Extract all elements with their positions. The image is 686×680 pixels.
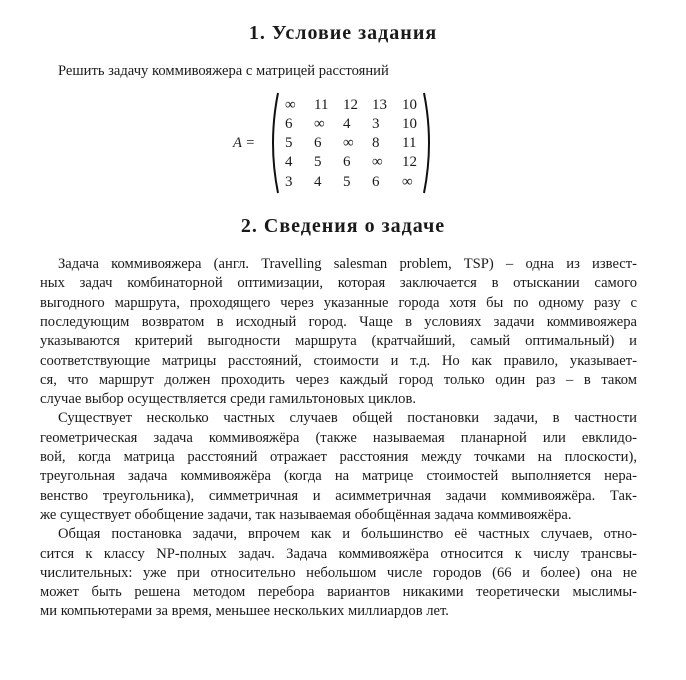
- text-line: геометрическая задача коммивояжёра (также называемая планарной или евклидо-: [40, 429, 637, 446]
- text-line: соответствующие матрицы расстояний, стоимости и т.д. Но как правило, указывает-: [40, 352, 637, 369]
- text-line: указываются критерий выгодности маршрута (кратчайший, самый оптимальный) и: [40, 333, 637, 350]
- matrix-cell: 4: [285, 154, 293, 170]
- matrix-cell: ∞: [402, 174, 413, 190]
- text-line: Задача коммивояжера (англ. Travelling salesman problem, TSP) – одна из извест-: [58, 256, 637, 272]
- matrix-cell: 6: [372, 174, 380, 190]
- text-line: может быть решена методом перебора вариантов никакими теоретически мыслимы-: [40, 584, 637, 601]
- text-line: ся, что маршрут должен проходить через каждый город только один раз – в таком: [40, 371, 637, 388]
- matrix-cell: 4: [343, 116, 351, 132]
- matrix-cell: 11: [314, 97, 329, 113]
- matrix-cell: 10: [402, 97, 417, 113]
- matrix-cell: 11: [402, 135, 417, 151]
- text-line: выгодного маршрута, проходящего через указанные города хотя бы по одному разу с: [40, 294, 637, 311]
- text-line: вой, когда матрица расстояний отражает расстояния между точками на плоскости),: [40, 449, 637, 465]
- text-line: Общая постановка задачи, впрочем как и большинство её частных случаев, отно-: [58, 526, 637, 543]
- section-1-heading: 1. Условие задания: [248, 22, 438, 44]
- task-statement: Решить задачу коммивояжера с матрицей расстояний: [58, 63, 389, 79]
- matrix-cell: 6: [343, 154, 351, 170]
- text-line: сится к классу NP-полных задач. Задача коммивояжёра относится к числу трансвы-: [40, 545, 637, 562]
- section-2-heading: 2. Сведения о задаче: [240, 215, 446, 237]
- left-parenthesis: [266, 92, 280, 194]
- matrix-cell: 5: [343, 174, 351, 190]
- matrix-cell: 3: [285, 174, 293, 190]
- matrix-cell: ∞: [314, 116, 325, 132]
- text-line: Существует несколько частных случаев общей постановки задачи, в частности: [58, 410, 637, 427]
- matrix-cell: 12: [402, 154, 417, 170]
- text-line: треугольная задача коммивояжёра (когда на матрице стоимостей выполняется нера-: [40, 468, 637, 485]
- text-line: ных задач комбинаторной оптимизации, которая заключается в отыскании самого: [40, 275, 637, 292]
- text-line: ми компьютерами за время, меньшее нескольких миллиардов лет.: [40, 603, 449, 620]
- matrix-cell: ∞: [372, 154, 383, 170]
- matrix-cell: 10: [402, 116, 417, 132]
- matrix-cell: 8: [372, 135, 380, 151]
- matrix-cell: 12: [343, 97, 358, 113]
- text-line: числительных: уже при относительно небольшом числе городов (66 и более) она не: [40, 564, 637, 581]
- text-line: же существует обобщение задачи, так называемая обобщённая задача коммивояжёра.: [40, 506, 572, 523]
- text-line: случае выбор осуществляется среди гамильтоновых циклов.: [40, 391, 416, 408]
- matrix-cell: 5: [285, 135, 293, 151]
- matrix-cell: 5: [314, 154, 322, 170]
- text-line: венство треугольника), симметричная и асимметричная задачи коммивояжёра. Так-: [40, 487, 637, 504]
- right-parenthesis: [422, 92, 436, 194]
- text-line: последующим возвратом в исходный город. Чаще в условиях задачи коммивояжера: [40, 313, 637, 330]
- matrix-cell: 13: [372, 97, 387, 113]
- matrix-cell: 3: [372, 116, 380, 132]
- matrix-label: A =: [233, 135, 256, 151]
- matrix-cell: 4: [314, 174, 322, 190]
- matrix-cell: ∞: [343, 135, 354, 151]
- matrix-cell: ∞: [285, 97, 296, 113]
- matrix-cell: 6: [285, 116, 293, 132]
- matrix-cell: 6: [314, 135, 322, 151]
